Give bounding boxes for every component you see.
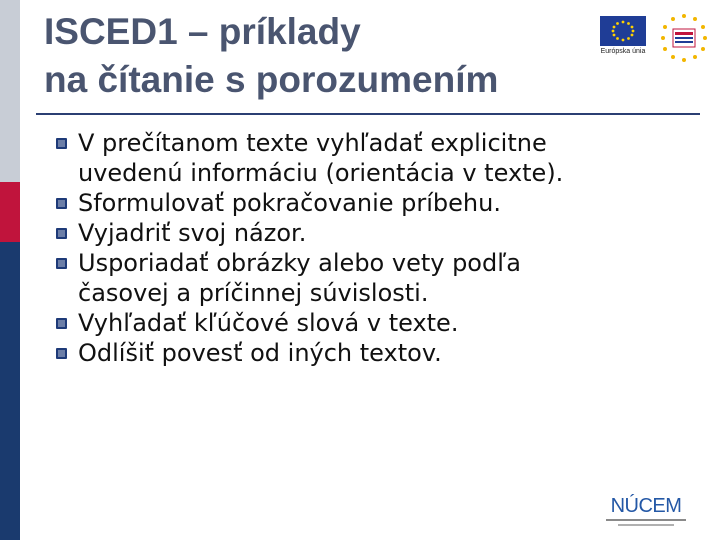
square-bullet-icon — [56, 348, 67, 359]
list-item — [52, 308, 692, 338]
list-item — [52, 218, 692, 248]
eu-logo — [598, 16, 648, 62]
bullet-line: Sformulovať pokračovanie príbehu. — [78, 189, 501, 217]
eu-caption: Európska únia — [600, 48, 646, 55]
nucem-logo — [604, 496, 688, 530]
nucem-subtitle-bar — [618, 524, 674, 526]
square-bullet-icon — [56, 258, 67, 269]
title-line-1: ISCED1 – príklady — [44, 11, 361, 52]
title-line-2: na čítanie s porozumením — [44, 59, 499, 100]
esf-logo — [660, 12, 708, 64]
esf-star-ring-icon — [660, 12, 708, 64]
nucem-logo-text: NÚCEM — [610, 495, 682, 517]
nucem-subtitle-bar — [606, 519, 686, 521]
square-bullet-icon — [56, 198, 67, 209]
bullet-line: Vyjadriť svoj názor. — [78, 219, 307, 247]
list-item — [52, 248, 692, 308]
accent-bar-blue — [0, 242, 20, 540]
bullet-line: Odlíšiť povesť od iných textov. — [78, 339, 442, 367]
bullet-list — [52, 128, 692, 368]
bullet-line: uvedenú informáciu (orientácia v texte). — [78, 159, 564, 187]
eu-flag-icon — [600, 16, 646, 46]
square-bullet-icon — [56, 138, 67, 149]
bullet-line: Usporiadať obrázky alebo vety podľa — [78, 249, 521, 277]
list-item — [52, 338, 692, 368]
slide-title — [44, 8, 584, 104]
list-item — [52, 188, 692, 218]
square-bullet-icon — [56, 318, 67, 329]
list-item — [52, 128, 692, 188]
square-bullet-icon — [56, 228, 67, 239]
accent-bar-grey — [0, 0, 20, 182]
title-underline — [36, 113, 700, 115]
left-accent-bar — [0, 0, 20, 540]
bullet-line: Vyhľadať kľúčové slová v texte. — [78, 309, 459, 337]
bullet-line: časovej a príčinnej súvislosti. — [78, 279, 429, 307]
bullet-line: V prečítanom texte vyhľadať explicitne — [78, 129, 547, 157]
accent-bar-red — [0, 182, 20, 242]
